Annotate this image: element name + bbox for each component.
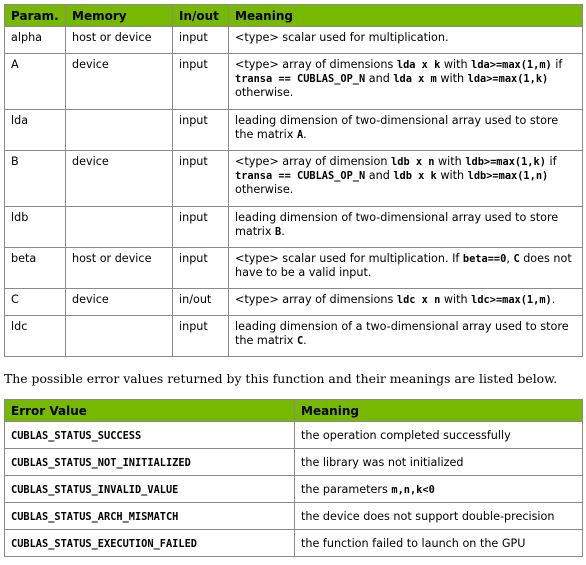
code-fragment: lda>=max(1,m) [471, 59, 552, 71]
memory-cell: device [66, 54, 173, 110]
error-value-column-header: Error Value [5, 400, 295, 422]
parameter-row [5, 27, 583, 54]
text-fragment: the device does not support double-precision [301, 510, 555, 523]
param-name-cell: A [5, 54, 66, 110]
text-fragment: leading dimension of two-dimensional array used to store matrix [235, 211, 559, 238]
inout-cell: input [173, 207, 229, 248]
code-fragment: ldc>=max(1,m) [471, 294, 552, 306]
code-fragment: transa == CUBLAS_OP_N [235, 170, 366, 182]
code-fragment: lda x m [393, 73, 437, 85]
code-fragment: ldb>=max(1,k) [465, 156, 546, 168]
text-fragment: . [281, 225, 285, 238]
parameter-row [5, 151, 583, 207]
error-values-intro: The possible error values returned by this function and their meanings are listed below. [4, 371, 558, 386]
parameters-header-row [5, 5, 583, 27]
inout-cell: in/out [173, 289, 229, 316]
text-fragment: with [434, 155, 466, 168]
meaning-cell [229, 289, 583, 316]
text-fragment: , [506, 252, 514, 265]
text-fragment: the library was not initialized [301, 456, 464, 469]
text-fragment: leading dimension of a two-dimensional array used to store the matrix [235, 320, 569, 347]
error-code-cell: CUBLAS_STATUS_ARCH_MISMATCH [5, 503, 295, 530]
memory-cell [66, 316, 173, 357]
parameter-row [5, 289, 583, 316]
meaning-cell [229, 110, 583, 151]
parameter-row [5, 54, 583, 110]
meaning-cell [229, 316, 583, 357]
code-fragment: ldc x n [396, 294, 441, 306]
text-fragment: does not have to be a valid input. [235, 252, 572, 279]
text-fragment: otherwise. [235, 86, 294, 99]
meaning-cell [229, 207, 583, 248]
text-fragment: the operation completed successfully [301, 429, 511, 442]
param-name-cell: lda [5, 110, 66, 151]
param-name-cell: beta [5, 248, 66, 289]
meaning-cell [229, 54, 583, 110]
code-fragment: ldb x k [393, 170, 437, 182]
code-fragment: lda x k [396, 59, 441, 71]
code-fragment: A [296, 129, 304, 141]
text-fragment: leading dimension of two-dimensional array used to store the matrix [235, 114, 559, 141]
text-fragment: otherwise. [235, 183, 294, 196]
memory-cell [66, 110, 173, 151]
parameter-row [5, 316, 583, 357]
errors-header-row [5, 400, 583, 422]
inout-cell: input [173, 110, 229, 151]
code-fragment: beta==0 [462, 253, 507, 265]
meaning-cell [229, 248, 583, 289]
inout-cell: input [173, 248, 229, 289]
code-fragment: C [296, 335, 304, 347]
error-meaning-cell [295, 449, 583, 476]
error-meaning-cell [295, 503, 583, 530]
memory-column-header: Memory [66, 5, 173, 27]
text-fragment: <type> scalar used for multiplication. If [235, 252, 463, 265]
error-code-cell: CUBLAS_STATUS_NOT_INITIALIZED [5, 449, 295, 476]
error-code-cell: CUBLAS_STATUS_INVALID_VALUE [5, 476, 295, 503]
inout-cell: input [173, 27, 229, 54]
code-fragment: ldb>=max(1,n) [467, 170, 549, 182]
parameters-table [4, 4, 583, 357]
text-fragment: and [365, 169, 394, 182]
code-fragment: B [275, 226, 282, 238]
parameter-row [5, 110, 583, 151]
error-meaning-cell [295, 530, 583, 557]
parameter-row [5, 248, 583, 289]
meaning-column-header: Meaning [229, 5, 583, 27]
memory-cell: device [66, 289, 173, 316]
text-fragment: with [440, 58, 472, 71]
param-name-cell: alpha [5, 27, 66, 54]
text-fragment: the function failed to launch on the GPU [301, 537, 526, 550]
memory-cell [66, 207, 173, 248]
text-fragment: if [551, 58, 563, 71]
param-name-cell: C [5, 289, 66, 316]
memory-cell: host or device [66, 248, 173, 289]
memory-cell: device [66, 151, 173, 207]
text-fragment: the parameters [301, 483, 392, 496]
code-fragment: C [513, 253, 520, 265]
error-meaning-cell [295, 422, 583, 449]
parameter-row [5, 207, 583, 248]
memory-cell: host or device [66, 27, 173, 54]
text-fragment: <type> array of dimensions [235, 58, 397, 71]
error-row [5, 503, 583, 530]
error-row [5, 530, 583, 557]
meaning-cell [229, 151, 583, 207]
error-meaning-column-header: Meaning [295, 400, 583, 422]
text-fragment: and [365, 72, 394, 85]
param-column-header: Param. [5, 5, 66, 27]
code-fragment: lda>=max(1,k) [467, 73, 549, 85]
text-fragment: . [303, 128, 307, 141]
text-fragment: . [303, 334, 307, 347]
code-fragment: ldb x n [391, 156, 435, 168]
text-fragment: with [436, 72, 468, 85]
error-row [5, 476, 583, 503]
text-fragment: <type> scalar used for multiplication. [235, 31, 449, 44]
error-meaning-cell [295, 476, 583, 503]
text-fragment: <type> array of dimension [235, 155, 392, 168]
code-fragment: transa == CUBLAS_OP_N [235, 73, 366, 85]
param-name-cell: ldc [5, 316, 66, 357]
inout-cell: input [173, 151, 229, 207]
error-code-cell: CUBLAS_STATUS_EXECUTION_FAILED [5, 530, 295, 557]
code-fragment: m,n,k<0 [391, 484, 435, 496]
inout-column-header: In/out [173, 5, 229, 27]
param-name-cell: B [5, 151, 66, 207]
text-fragment: <type> array of dimensions [235, 293, 397, 306]
text-fragment: if [545, 155, 557, 168]
error-row [5, 449, 583, 476]
param-name-cell: ldb [5, 207, 66, 248]
error-values-table [4, 399, 583, 557]
inout-cell: input [173, 54, 229, 110]
inout-cell: input [173, 316, 229, 357]
text-fragment: with [436, 169, 468, 182]
meaning-cell [229, 27, 583, 54]
error-code-cell: CUBLAS_STATUS_SUCCESS [5, 422, 295, 449]
text-fragment: with [440, 293, 472, 306]
text-fragment: . [551, 293, 556, 306]
error-row [5, 422, 583, 449]
